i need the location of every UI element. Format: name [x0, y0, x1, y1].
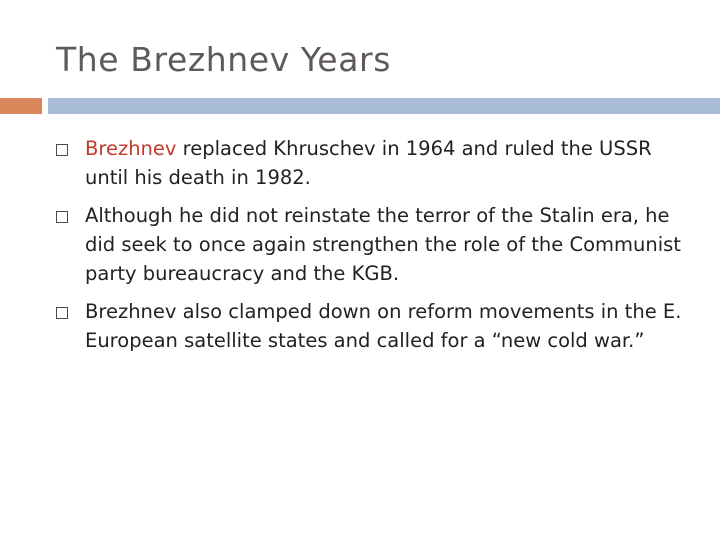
divider-strip-blue [48, 98, 720, 114]
bullet-text-2: Although he did not reinstate the terror of the Stalin era, he did seek to once again strengthen the role of the Communist party bureaucracy and the KGB. [85, 204, 681, 285]
square-bullet-icon [56, 211, 68, 223]
slide-title: The Brezhnev Years [56, 40, 391, 79]
title-divider [0, 98, 720, 114]
bullet-text-3: Brezhnev also clamped down on reform movements in the E. European satellite states and called for a “new cold war.” [85, 300, 682, 352]
square-bullet-icon [56, 307, 68, 319]
divider-accent-orange [0, 98, 42, 114]
bullet-item-3 [54, 297, 694, 355]
bullet-list [54, 134, 694, 364]
bullet-text-1 [85, 134, 694, 192]
bullet-text-1-rest: replaced Khruschev in 1964 and ruled the USSR until his death in 1982. [85, 137, 652, 189]
brezhnev-highlight: Brezhnev [85, 137, 177, 160]
bullet-item-1 [54, 134, 694, 192]
bullet-item-2 [54, 201, 694, 288]
square-bullet-icon [56, 144, 68, 156]
